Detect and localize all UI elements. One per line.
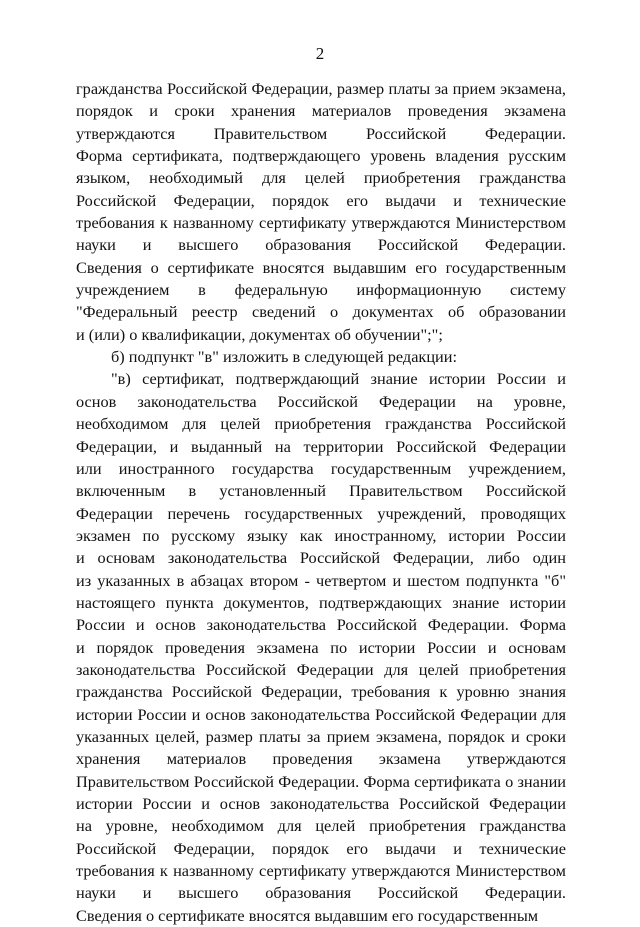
text-line: истории России и основ законодательства Российской Федерации bbox=[76, 794, 566, 813]
text-line: утверждаются Правительством Российской Федерации. bbox=[76, 123, 566, 143]
text-line: Сведения о сертификате вносятся выдавшим его государственным bbox=[76, 257, 566, 277]
document-body bbox=[76, 78, 566, 927]
paragraph bbox=[76, 368, 566, 927]
text-line: хранения материалов проведения экзамена утверждаются bbox=[76, 749, 566, 769]
text-line: необходимом для целей приобретения гражданства Российской bbox=[76, 414, 566, 434]
text-line: и основам законодательства Российской Федерации, либо один bbox=[76, 548, 566, 568]
text-line: порядок и сроки хранения материалов проведения экзамена bbox=[76, 101, 566, 121]
text-line: Федерации перечень государственных учреждений, проводящих bbox=[76, 503, 566, 523]
text-line: Сведения о сертификате вносятся выдавшим его государственным bbox=[76, 905, 539, 925]
text-line: науки и высшего образования Российской Федерации. bbox=[76, 235, 566, 255]
text-line: и (или) о квалификации, документах об обучении";"; bbox=[76, 324, 443, 344]
text-line: Российской Федерации, порядок его выдачи и технические bbox=[76, 838, 566, 858]
text-line: указанных целей, размер платы за прием экзамена, порядок и сроки bbox=[76, 726, 566, 746]
text-line: экзамен по русскому языку как иностранному, истории России bbox=[76, 525, 566, 545]
text-line: Российской Федерации, порядок его выдачи и технические bbox=[76, 190, 566, 210]
text-line: требования к названному сертификату утверждаются Министерством bbox=[76, 213, 566, 233]
text-line: законодательства Российской Федерации для целей приобретения bbox=[76, 659, 566, 679]
text-line: из указанных в абзацах втором - четвертом и шестом подпункта "б" bbox=[76, 570, 566, 590]
text-line: истории России и основ законодательства Российской Федерации для bbox=[76, 704, 566, 724]
text-line: основ законодательства Российской Федерации на уровне, bbox=[76, 391, 566, 411]
text-line: России и основ законодательства Российской Федерации. Форма bbox=[76, 615, 566, 635]
text-line: "Федеральный реестр сведений о документах об образовании bbox=[76, 302, 566, 322]
text-line: гражданства Российской Федерации, размер платы за прием экзамена, bbox=[76, 79, 566, 98]
text-line: "в) сертификат, подтверждающий знание истории России и bbox=[111, 369, 566, 389]
text-line: гражданства Российской Федерации, требования к уровню знания bbox=[76, 682, 566, 702]
text-line: науки и высшего образования Российской Федерации. bbox=[76, 883, 566, 903]
text-line: Федерации, и выданный на территории Российской Федерации bbox=[76, 436, 566, 456]
text-line: б) подпункт "в" изложить в следующей редакции: bbox=[111, 347, 458, 367]
page-number: 2 bbox=[315, 44, 325, 63]
text-line: требования к названному сертификату утверждаются Министерством bbox=[76, 861, 566, 881]
text-line: Форма сертификата, подтверждающего уровень владения русским bbox=[76, 146, 566, 166]
text-line: на уровне, необходимом для целей приобретения гражданства bbox=[76, 816, 566, 836]
paragraph bbox=[76, 346, 566, 368]
text-line: или иностранного государства государственным учреждением, bbox=[76, 458, 566, 478]
text-line: языком, необходимый для целей приобретения гражданства bbox=[76, 168, 566, 188]
text-line: и порядок проведения экзамена по истории России и основам bbox=[76, 637, 566, 657]
text-line: включенным в установленный Правительством Российской bbox=[76, 481, 566, 501]
text-line: Правительством Российской Федерации. Форма сертификата о знании bbox=[76, 771, 566, 791]
text-line: учреждением в федеральную информационную систему bbox=[76, 280, 566, 300]
text-line: настоящего пункта документов, подтверждающих знание истории bbox=[76, 592, 566, 612]
paragraph bbox=[76, 78, 566, 346]
